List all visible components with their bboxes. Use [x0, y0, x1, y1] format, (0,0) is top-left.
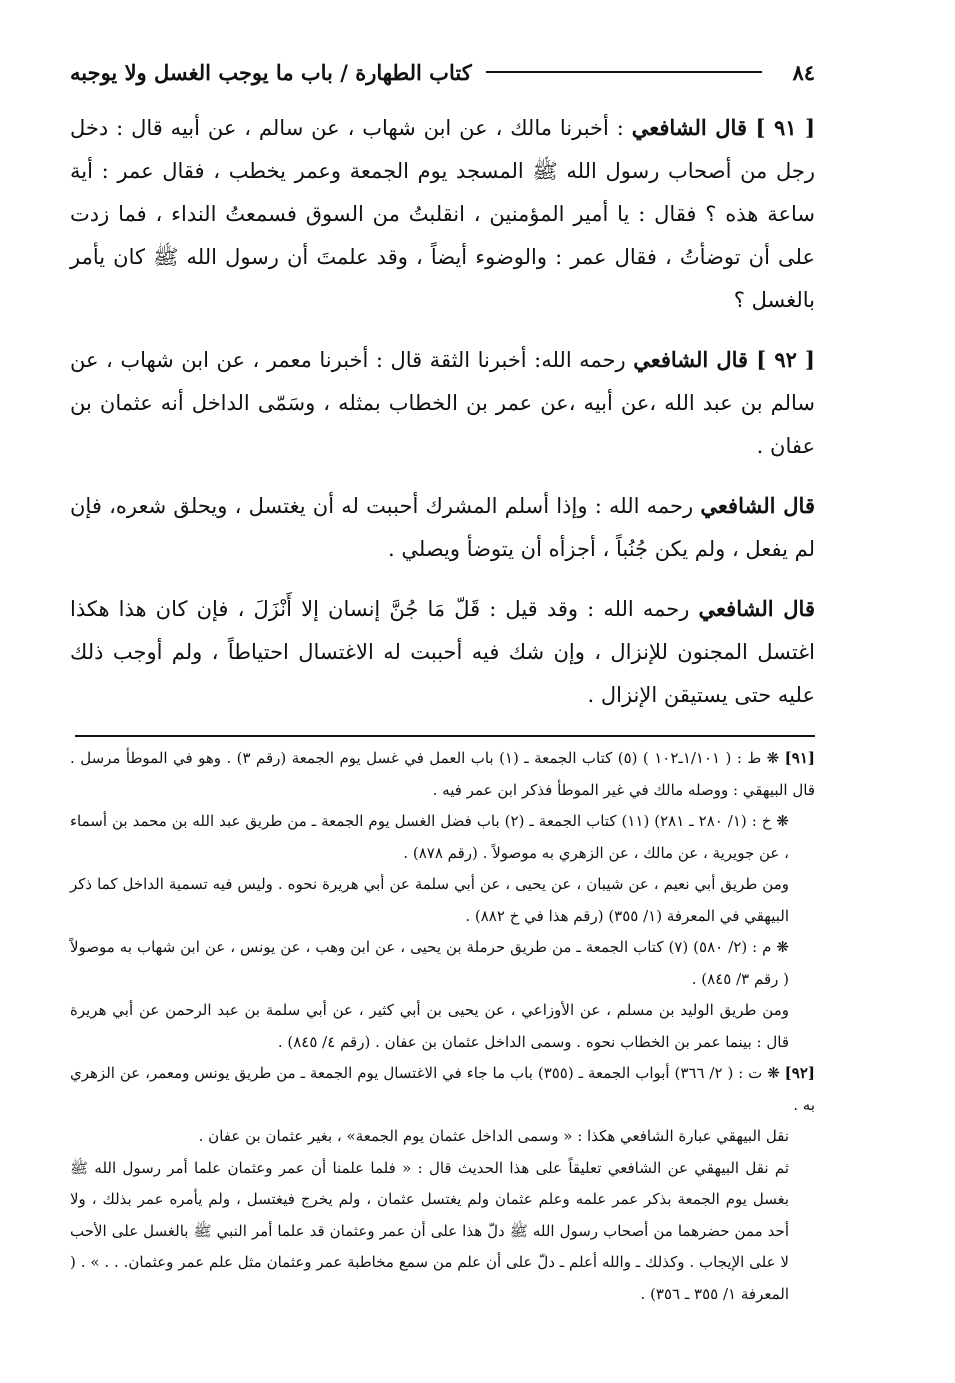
hadith-paragraph	[70, 587, 815, 717]
paragraph-lead: قال الشافعي	[700, 493, 815, 518]
paragraph-text: رحمه الله : وإذا أسلم المشرك أحببت له أن يغتسل ، ويحلق شعره، فإن لم يفعل ، ولم يكن جُنُباً ، أجزأه أن يتوضأ ويصلي .	[70, 494, 815, 561]
footnote-text: ومن طريق الوليد بن مسلم ، عن الأوزاعي ، عن يحيى بن أبي كثير ، عن أبي سلمة بن عبد الرحمن عن أبي هريرة قال : بينما عمر بن الخطاب نحوه . وسمى الداخل عثمان بن عفان . (رقم ٤/ ٨٤٥) .	[70, 1001, 789, 1051]
footnote	[70, 1153, 815, 1311]
page-number: ٨٤	[792, 59, 815, 85]
hadith-paragraph	[70, 484, 815, 571]
footnotes	[70, 743, 815, 1310]
footnote-text: ❋ خ : (١/ ٢٨٠ ـ ٢٨١) (١١) كتاب الجمعة ـ (٢) باب فضل الغسل يوم الجمعة ـ من طريق عبد الله بن محمد بن أسماء ، عن جويرية ، عن مالك ، عن الزهري به موصولاً . (رقم ٨٧٨) .	[70, 812, 789, 862]
running-title: كتاب الطهارة / باب ما يوجب الغسل ولا يوجبه	[70, 59, 472, 85]
paragraph-lead: [ ٩٢ ] قال الشافعي	[633, 347, 815, 372]
footnote-text: ❋ ت : ( ٢/ ٣٦٦) أبواب الجمعة ـ (٣٥٥) باب ما جاء في الاغتسال يوم الجمعة ـ من طريق يونس ومعمر، عن الزهري به .	[70, 1064, 815, 1114]
footnote-text: نقل البيهقي عبارة الشافعي هكذا : « وسمى الداخل عثمان يوم الجمعة» ، بغير عثمان بن عفان .	[198, 1127, 789, 1145]
paragraph-lead: [ ٩١ ] قال الشافعي	[631, 115, 816, 140]
paragraph-text: رحمه الله : وقد قيل : قَلّ مَا جُنَّ إنسان إلا أَنْزَلَ ، فإن كان هذا هكذا اغتسل المجنون للإنزال ، وإن شك فيه أحببت له الاغتسال احتياطاً ، ولم أوجب ذلك عليه حتى يستيقن الإنزال .	[70, 597, 815, 707]
header-rule	[486, 71, 763, 73]
footnote	[70, 1121, 815, 1153]
footnote-text: ثم نقل البيهقي عن الشافعي تعليقاً على هذا الحديث قال : « فلما علمنا أن عمر وعثمان علما أمر رسول الله ﷺ بغسل يوم الجمعة بذكر عمر علمه وعلم عثمان ولم يغتسل عثمان ، ولم يخرج فيغتسل ، ولم يأمره عمر بذلك ، ولا أحد ممن حضرهما من أصحاب رسول الله ﷺ دلّ هذا على أن عمر وعثمان قد علما أمر النبي ﷺ بالغسل على الأحب لا على الإيجاب . وكذلك ـ والله أعلم ـ دلّ على أن علم من سمع مخاطبة عمر وعثمان مثل علم عمر وعثمان. . . » . ( المعرفة ١/ ٣٥٥ ـ ٣٥٦) .	[70, 1158, 789, 1303]
footnote	[70, 806, 815, 869]
footnote-text: ومن طريق أبي نعيم ، عن شيبان ، عن يحيى ، عن أبي سلمة عن أبي هريرة نحوه . وليس فيه تسمية الداخل كما ذكر البيهقي في المعرفة (١/ ٣٥٥) (رقم هذا في خ ٨٨٢) .	[70, 875, 789, 925]
footnote-tag: [٩١]	[784, 749, 815, 767]
footnote-divider	[75, 735, 815, 737]
footnote-text: ❋ ط : ( ١/١٠١ـ١٠٢ ) (٥) كتاب الجمعة ـ (١) باب العمل في غسل يوم الجمعة (رقم ٣) . وهو في الموطأ مرسل . قال البيهقي : ووصله مالك في غير الموطأ فذكر ابن عمر فيه .	[70, 749, 815, 799]
paragraph-text: رحمه الله: أخبرنا الثقة قال : أخبرنا معمر ، عن ابن شهاب ، عن سالم بن عبد الله ،عن أبيه ،عن عمر بن الخطاب بمثله ، وسَمّى الداخل أنه عثمان بن عفان .	[70, 348, 815, 458]
footnote-text: ❋ م : (٢/ ٥٨٠) (٧) كتاب الجمعة ـ من طريق حرملة بن يحيى ، عن ابن وهب ، عن يونس ، عن ابن شهاب به موصولاً ( رقم ٣/ ٨٤٥) .	[70, 938, 789, 988]
footnote	[70, 869, 815, 932]
main-text	[70, 106, 815, 717]
paragraph-text: : أخبرنا مالك ، عن ابن شهاب ، عن سالم ، عن أبيه قال : دخل رجل من أصحاب رسول الله ﷺ المسجد يوم الجمعة وعمر يخطب ، فقال عمر : أية ساعة هذه ؟ فقال : يا أمير المؤمنين ، انقلبتُ من السوق فسمعتُ النداء ، فما زدت على أن توضأتُ ، فقال عمر : والوضوء أيضاً ، وقد علمتَ أن رسول الله ﷺ كان يأمر بالغسل ؟	[70, 116, 815, 312]
footnote-tag: [٩٢]	[784, 1064, 816, 1082]
hadith-paragraph	[70, 338, 815, 468]
footnote	[70, 932, 815, 995]
paragraph-lead: قال الشافعي	[698, 596, 815, 621]
running-header	[70, 52, 815, 92]
footnote	[70, 995, 815, 1058]
footnote	[70, 743, 815, 806]
footnote	[70, 1058, 815, 1121]
hadith-paragraph	[70, 106, 815, 322]
